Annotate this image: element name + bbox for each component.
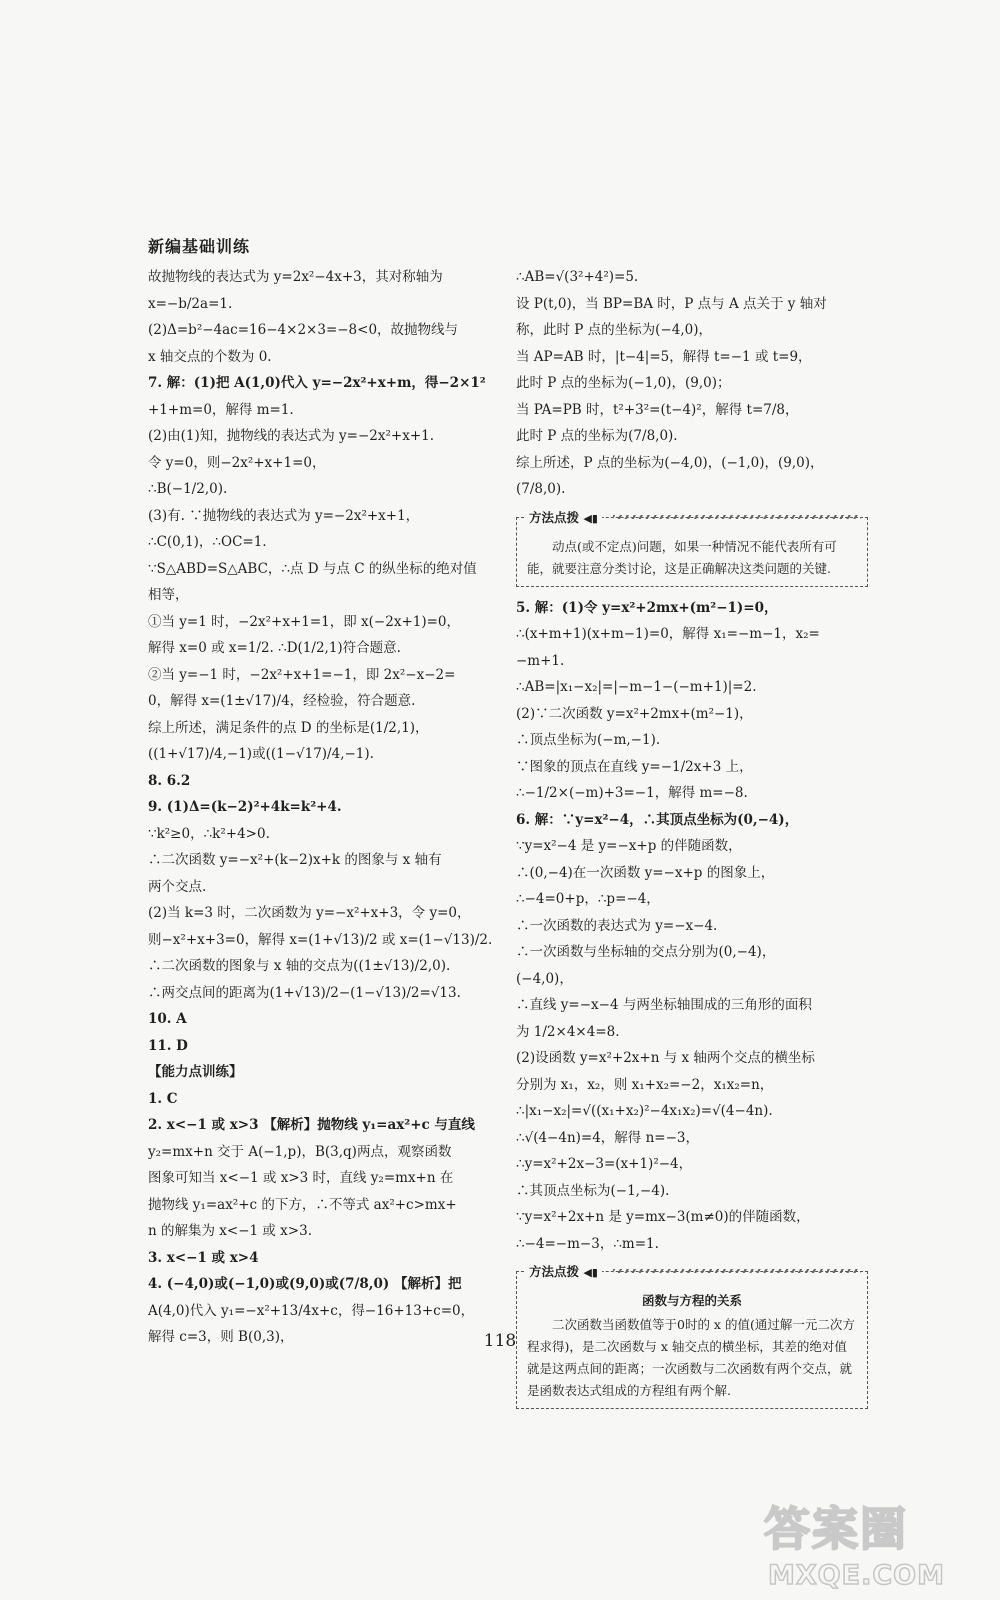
text-line: ∴y=x²+2x−3=(x+1)²−4， [516,1156,693,1172]
text-line: ∴AB=√(3²+4²)=5. [516,269,639,285]
text-line: 当 AP=AB 时，|t−4|=5，解得 t=−1 或 t=9， [516,348,812,365]
text-line: 综上所述，P 点的坐标为(−4,0)，(−1,0)，(9,0)， [516,454,824,471]
tip-label-text: 方法点拨 [529,1264,580,1279]
text-line: (2)Δ=b²−4ac=16−4×2×3=−8<0，故抛物线与 [148,322,459,338]
text-line: 综上所述，满足条件的点 D 的坐标是(1/2,1)， [148,719,429,736]
left-column [148,264,504,1351]
text-line: 当 PA=PB 时，t²+3²=(t−4)²，解得 t=7/8， [516,401,799,418]
page-number: 118 [483,1331,517,1351]
text-line: n 的解集为 x<−1 或 x>3. [148,1223,312,1239]
text-line: (2)∵二次函数 y=x²+2mx+(m²−1)， [516,705,753,722]
text-line: ∴二次函数 y=−x²+(k−2)x+k 的图象与 x 轴有 [148,852,442,868]
text-line: x=−b/2a=1. [148,295,233,312]
text-line: ∴(0,−4)在一次函数 y=−x+p 的图象上， [516,864,775,881]
text-line: 7. 解：(1)把 A(1,0)代入 y=−2x²+x+m，得−2×1² [148,375,486,391]
text-line: ∴−4=−m−3，∴m=1. [516,1235,659,1252]
text-line: ∴AB=|x₁−x₂|=|−m−1−(−m+1)|=2. [516,679,757,695]
text-line: 为 1/2×4×4=8. [516,1023,620,1040]
text-line: 4. (−4,0)或(−1,0)或(9,0)或(7/8,0) 【解析】把 [148,1276,462,1292]
text-line: 此时 P 点的坐标为(7/8,0). [516,428,678,444]
text-line: 2. x<−1 或 x>3 【解析】抛物线 y₁=ax²+c 与直线 [148,1117,475,1133]
text-line: ∴顶点坐标为(−m,−1). [516,732,661,748]
tip-label [525,1261,602,1284]
text-line: ∴√(4−4n)=4，解得 n=−3， [516,1129,700,1146]
text-line: ∴二次函数的图象与 x 轴的交点为((1±√13)/2,0). [148,958,451,974]
text-line: 设 P(t,0)，当 BP=BA 时，P 点与 A 点关于 y 轴对 [516,295,827,312]
text-line: ②当 y=−1 时，−2x²+x+1=−1，即 2x²−x−2= [148,666,456,683]
text-line: 0，解得 x=(1±√17)/4，经检验，符合题意. [148,693,416,709]
text-line: 解得 x=0 或 x=1/2. ∴D(1/2,1)符合题意. [148,640,401,656]
method-tip-box-1 [516,509,868,587]
text-line: ∴B(−1/2,0). [148,481,228,497]
text-line: ∵S△ABD=S△ABC，∴点 D 与点 C 的纵坐标的绝对值 [148,560,477,577]
text-line: ∵k²≥0，∴k²+4>0. [148,825,270,842]
text-line: (2)当 k=3 时，二次函数为 y=−x²+x+3，令 y=0， [148,905,471,921]
tip-label-text: 方法点拨 [529,509,580,525]
tip-decorative-rule [613,1269,861,1273]
tip-decorative-rule [613,515,861,519]
text-line: ①当 y=1 时，−2x²+x+1=1，即 x(−2x+1)=0， [148,613,461,630]
text-line: (2)设函数 y=x²+2x+n 与 x 轴两个交点的横坐标 [516,1050,815,1066]
text-line: 图象可知当 x<−1 或 x>3 时，直线 y₂=mx+n 在 [148,1170,454,1186]
text-line: (2)由(1)知，抛物线的表达式为 y=−2x²+x+1. [148,428,435,444]
tip-title: 函数与方程的关系 [641,1293,742,1308]
text-line: ∴两交点间的距离为(1+√13)/2−(1−√13)/2=√13. [148,984,461,1001]
text-line: 6. 解：∵y=x²−4，∴其顶点坐标为(0,−4)， [516,811,799,828]
text-line: ∵y=x²−4 是 y=−x+p 的伴随函数， [516,838,742,854]
text-line: y₂=mx+n 交于 A(−1,p)，B(3,q)两点，观察函数 [148,1143,452,1160]
text-line: 则−x²+x+3=0，解得 x=(1+√13)/2 或 x=(1−√13)/2. [148,931,493,948]
text-line: ∵图象的顶点在直线 y=−1/2x+3 上， [516,758,753,775]
right-column-top [516,264,868,503]
text-line: ∴−1/2×(−m)+3=−1，解得 m=−8. [516,785,748,801]
text-line: x 轴交点的个数为 0. [148,348,272,365]
tip-label [525,507,602,530]
speaker-icon: ◀▮ [583,1266,598,1279]
text-line: 抛物线 y₁=ax²+c 的下方，∴不等式 ax²+c>mx+ [148,1196,457,1213]
text-line: −m+1. [516,652,565,669]
text-line: (7/8,0). [516,481,566,497]
text-line: ∴一次函数与坐标轴的交点分别为(0,−4)， [516,944,776,960]
page-header: 新编基础训练 [148,237,251,256]
text-line: 令 y=0，则−2x²+x+1=0， [148,454,326,471]
text-line: 5. 解：(1)令 y=x²+2mx+(m²−1)=0， [516,599,778,616]
watermark-url: MXQE.COM [768,1560,945,1591]
text-line: +1+m=0，解得 m=1. [148,401,294,418]
text-line: 10. A [148,1011,187,1027]
text-line: 相等， [148,587,189,603]
section-title: 【能力点训练】 [148,1064,243,1080]
text-line: 11. D [148,1037,188,1054]
text-line: ∴一次函数的表达式为 y=−x−4. [516,917,718,934]
text-line: ∴|x₁−x₂|=√((x₁+x₂)²−4x₁x₂)=√(4−4n). [516,1103,773,1119]
text-line: (3)有. ∵抛物线的表达式为 y=−2x²+x+1， [148,507,420,524]
right-column [516,264,868,1417]
text-line: (−4,0)， [516,970,573,987]
text-line: ∵y=x²+2x+n 是 y=mx−3(m≠0)的伴随函数， [516,1209,810,1225]
text-line: ∴(x+m+1)(x+m−1)=0，解得 x₁=−m−1，x₂= [516,626,820,642]
text-line: 称，此时 P 点的坐标为(−4,0)， [516,322,712,338]
text-line: ∴−4=0+p，∴p=−4， [516,891,660,907]
text-line: 解得 c=3，则 B(0,3)， [148,1329,294,1345]
text-line: ∴其顶点坐标为(−1,−4). [516,1182,670,1199]
tip-text: 动点(或不定点)问题，如果一种情况不能代表所有可能，就要注意分类讨论，这是正确解决这类问题的关键. [527,538,837,576]
text-line: ∴直线 y=−x−4 与两坐标轴围成的三角形的面积 [516,997,812,1013]
text-line: 8. 6.2 [148,772,191,789]
speaker-icon: ◀▮ [583,511,598,525]
text-line: 故抛物线的表达式为 y=2x²−4x+3，其对称轴为 [148,269,443,285]
tip-text: 二次函数当函数值等于0时的 x 的值(通过解一元二次方程求得)，是二次函数与 x 轴交点的横坐标，其差的绝对值就是这两点间的距离；一次函数与二次函数有两个交点，就是函数表达式组成的方程组有两个解. [527,1317,855,1398]
text-line: 两个交点. [148,878,207,895]
text-line: ((1+√17)/4,−1)或((1−√17)/4,−1). [148,746,374,762]
text-line: 3. x<−1 或 x>4 [148,1249,259,1266]
text-line: ∴C(0,1)，∴OC=1. [148,534,267,550]
text-line: 此时 P 点的坐标为(−1,0)，(9,0)； [516,375,731,391]
text-line: 9. (1)Δ=(k−2)²+4k=k²+4. [148,799,342,815]
right-column-middle [516,595,868,1258]
text-line: 分别为 x₁，x₂，则 x₁+x₂=−2，x₁x₂=n， [516,1076,774,1093]
watermark-logo: 答案圈 [764,1502,908,1556]
text-line: A(4,0)代入 y₁=−x²+13/4x+c，得−16+13+c=0， [148,1302,475,1319]
text-line: 1. C [148,1090,178,1107]
watermark [764,1500,974,1592]
